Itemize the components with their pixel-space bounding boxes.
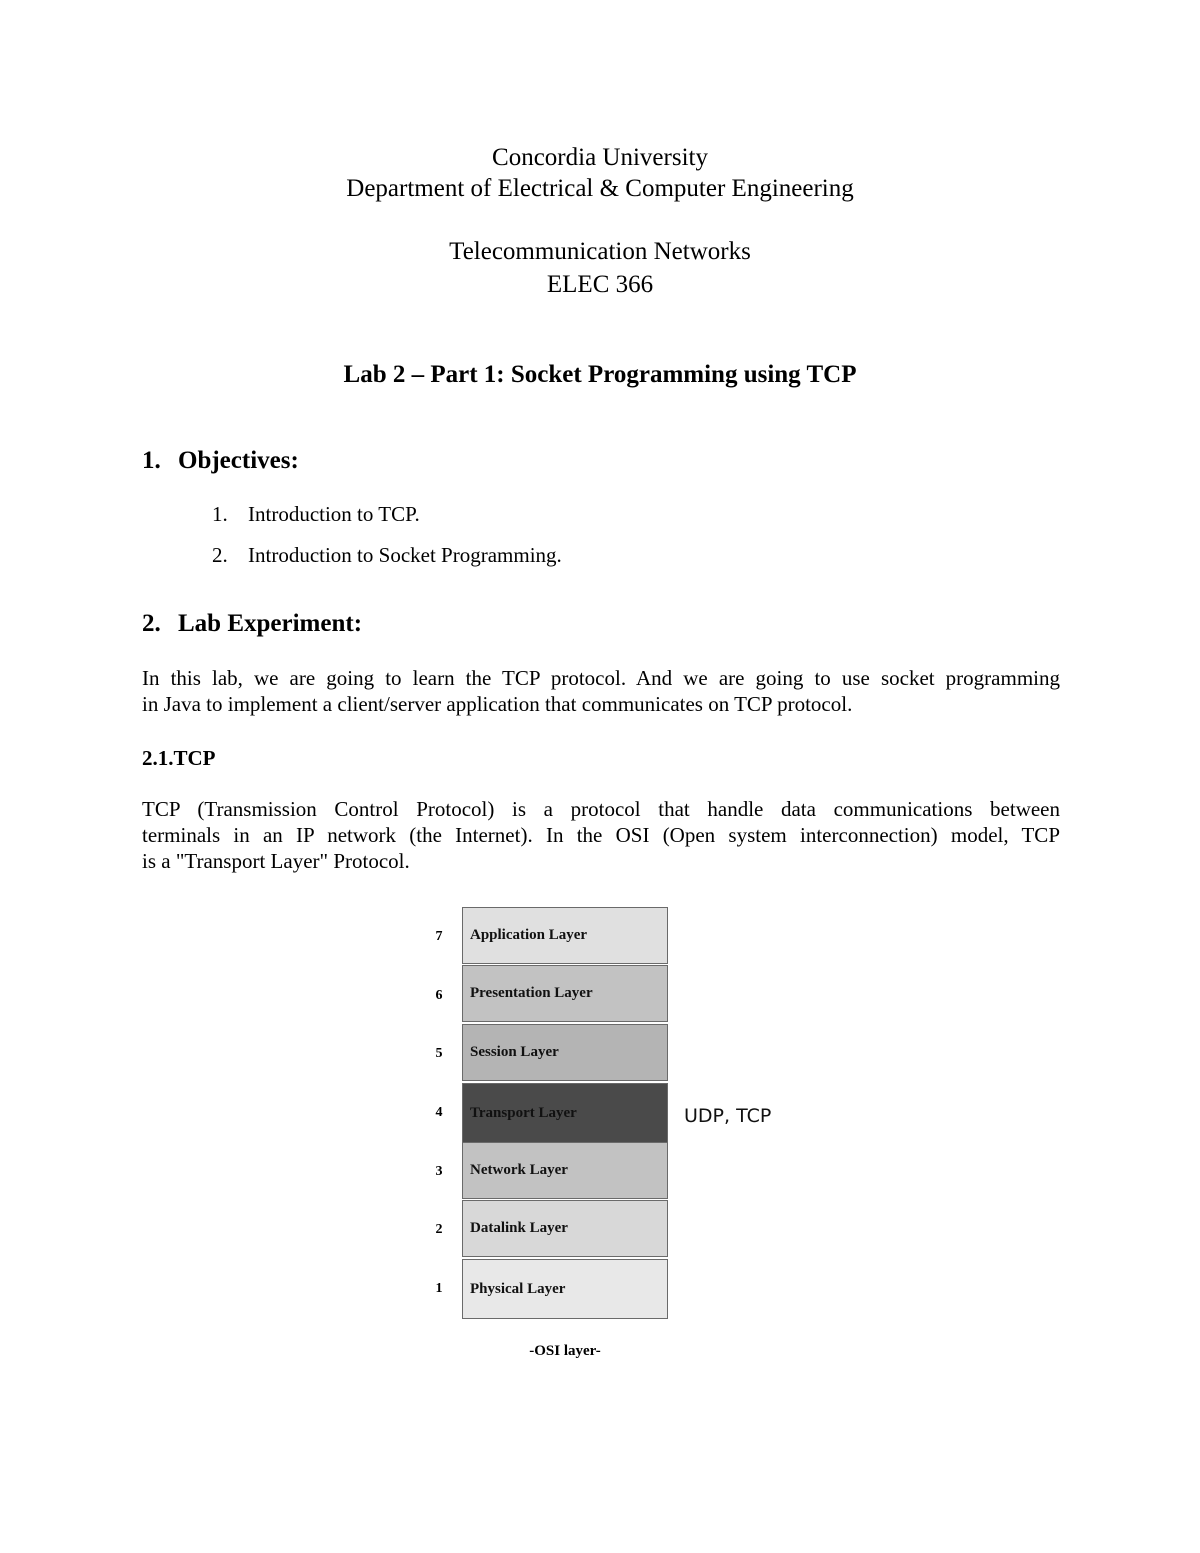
subsection-tcp-heading: 2.1.TCP	[142, 746, 216, 770]
objective-number: 1.	[212, 502, 228, 526]
section-number: 1.	[142, 447, 161, 474]
layer-number: 3	[435, 1164, 443, 1179]
objective-number: 2.	[212, 543, 228, 567]
section-objectives-heading	[142, 446, 299, 476]
objective-item	[212, 501, 420, 527]
layer-number: 4	[435, 1105, 443, 1120]
layer-number: 5	[435, 1046, 443, 1061]
objective-text: Introduction to TCP.	[248, 502, 420, 526]
layer-number: 6	[435, 988, 443, 1003]
paragraph-line: terminals in an IP network (the Internet). In the OSI (Open system interconnection) model, TCP	[142, 823, 1060, 847]
paragraph-line: TCP (Transmission Control Protocol) is a protocol that handle data communications between	[142, 797, 1060, 821]
layer-number: 1	[435, 1281, 443, 1296]
course-code: ELEC 366	[546, 271, 654, 298]
osi-diagram-caption: -OSI layer-	[529, 1343, 601, 1359]
course-name: Telecommunication Networks	[449, 238, 751, 265]
university-name: Concordia University	[492, 144, 708, 171]
osi-layer-application: Application Layer	[462, 907, 668, 964]
objective-item	[212, 542, 562, 568]
lab-title: Lab 2 – Part 1: Socket Programming using TCP	[343, 361, 857, 388]
department-name: Department of Electrical & Computer Engineering	[346, 175, 854, 202]
osi-layer-network: Network Layer	[462, 1142, 668, 1199]
osi-layer-session: Session Layer	[462, 1024, 668, 1081]
layer-number: 2	[435, 1222, 443, 1237]
lab-experiment-paragraph	[142, 665, 1060, 717]
osi-layer-transport: Transport Layer	[462, 1083, 668, 1143]
paragraph-line: In this lab, we are going to learn the TCP protocol. And we are going to use socket programming	[142, 666, 1060, 690]
section-title: Objectives:	[178, 447, 299, 474]
osi-layer-physical: Physical Layer	[462, 1259, 668, 1319]
section-title: Lab Experiment:	[178, 610, 363, 637]
tcp-paragraph	[142, 796, 1060, 874]
layer-number: 7	[435, 929, 443, 944]
section-lab-experiment-heading	[142, 609, 362, 639]
section-number: 2.	[142, 610, 161, 637]
paragraph-line: in Java to implement a client/server application that communicates on TCP protocol.	[142, 692, 853, 716]
objective-text: Introduction to Socket Programming.	[248, 543, 562, 567]
transport-protocols-annotation: UDP, TCP	[684, 1105, 772, 1127]
osi-layer-datalink: Datalink Layer	[462, 1200, 668, 1257]
osi-layer-presentation: Presentation Layer	[462, 965, 668, 1022]
paragraph-line: is a "Transport Layer" Protocol.	[142, 849, 410, 873]
